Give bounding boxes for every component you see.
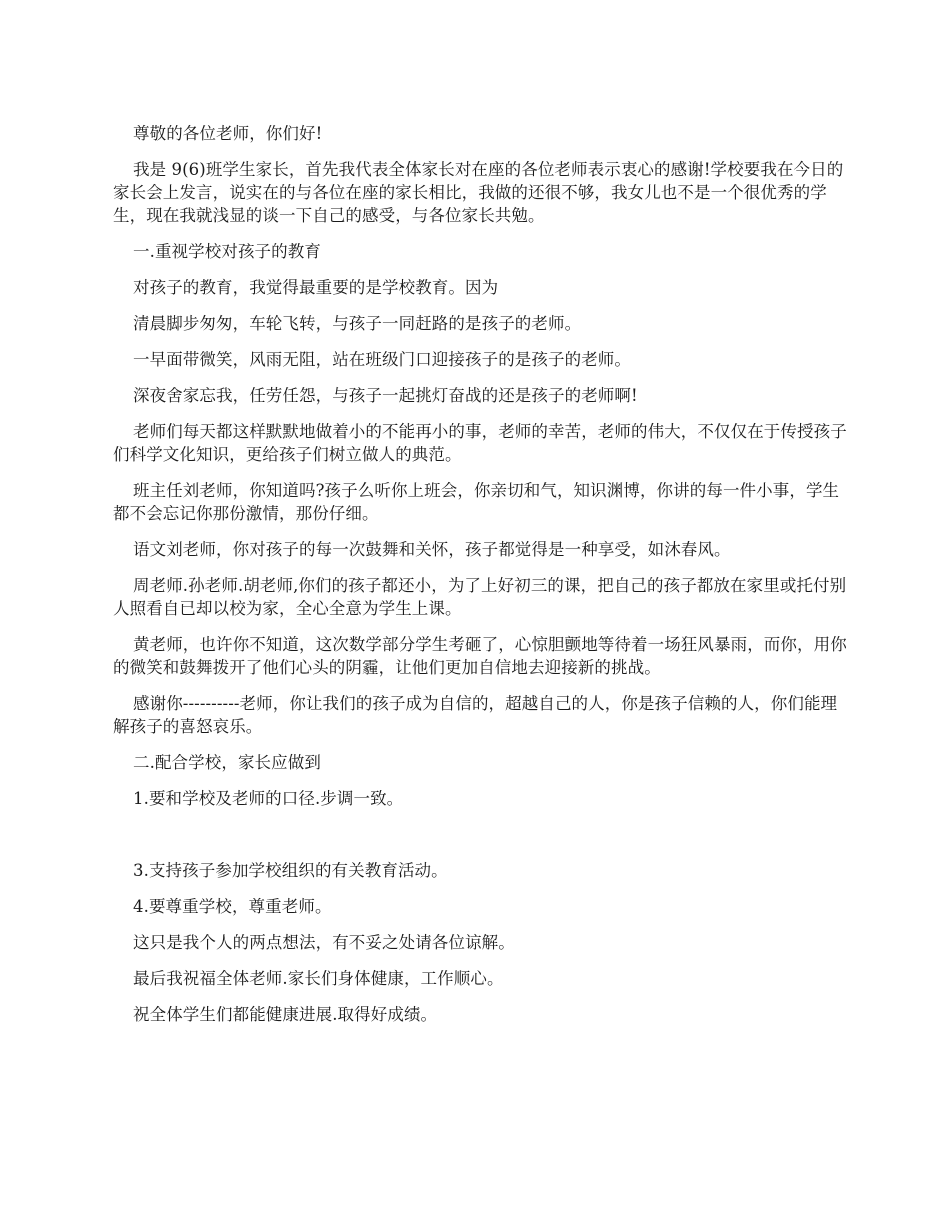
paragraph: 班主任刘老师，你知道吗?孩子么听你上班会，你亲切和气，知识渊博，你讲的每一件小事，学生都不会忘记你那份激情，那份仔细。 — [113, 481, 840, 523]
section-heading-2: 二.配合学校，家长应做到 — [133, 753, 321, 772]
paragraph: 黄老师，也许你不知道，这次数学部分学生考砸了，心惊胆颤地等待着一场狂风暴雨，而你，用你的微笑和鼓舞拨开了他们心头的阴霾，让他们更加自信地去迎接新的挑战。 — [113, 635, 847, 677]
paragraph: 最后我祝福全体老师.家长们身体健康，工作顺心。 — [133, 969, 504, 988]
blank-gap — [113, 823, 847, 859]
paragraph: 对孩子的教育，我觉得最重要的是学校教育。因为 — [133, 278, 499, 297]
list-item: 1.要和学校及老师的口径.步调一致。 — [133, 789, 404, 808]
list-item: 3.支持孩子参加学校组织的有关教育活动。 — [133, 861, 448, 880]
paragraph-intro: 我是 9(6)班学生家长，首先我代表全体家长对在座的各位老师表示衷心的感谢!学校要我在今日的家长会上发言，说实在的与各位在座的家长相比，我做的还很不够，我女儿也不是一个很优秀的学生，现在我就浅显的谈一下自己的感受，与各位家长共勉。 — [113, 160, 844, 225]
paragraph: 深夜舍家忘我，任劳任怨，与孩子一起挑灯奋战的还是孩子的老师啊! — [133, 386, 638, 405]
section-heading-1: 一.重视学校对孩子的教育 — [133, 242, 321, 261]
closing: 祝全体学生们都能健康进展.取得好成绩。 — [133, 1005, 438, 1024]
paragraph: 这只是我个人的两点想法，有不妥之处请各位谅解。 — [133, 933, 515, 952]
salutation: 尊敬的各位老师，你们好! — [133, 124, 323, 143]
paragraph: 周老师.孙老师.胡老师,你们的孩子都还小，为了上好初三的课，把自己的孩子都放在家里或托付别人照看自已却以校为家，全心全意为学生上课。 — [113, 576, 847, 618]
paragraph: 感谢你----------老师，你让我们的孩子成为自信的，超越自己的人，你是孩子信赖的人，你们能理解孩子的喜怒哀乐。 — [113, 694, 838, 736]
document-body — [113, 122, 847, 1039]
list-item: 4.要尊重学校，尊重老师。 — [133, 897, 332, 916]
paragraph: 清晨脚步匆匆，车轮飞转，与孩子一同赶路的是孩子的老师。 — [133, 314, 582, 333]
paragraph: 一早面带微笑，风雨无阻，站在班级门口迎接孩子的是孩子的老师。 — [133, 350, 631, 369]
paragraph: 老师们每天都这样默默地做着小的不能再小的事，老师的幸苦，老师的伟大，不仅仅在于传授孩子们科学文化知识，更给孩子们树立做人的典范。 — [113, 422, 847, 464]
paragraph: 语文刘老师，你对孩子的每一次鼓舞和关怀，孩子都觉得是一种享受，如沐春风。 — [133, 540, 731, 559]
